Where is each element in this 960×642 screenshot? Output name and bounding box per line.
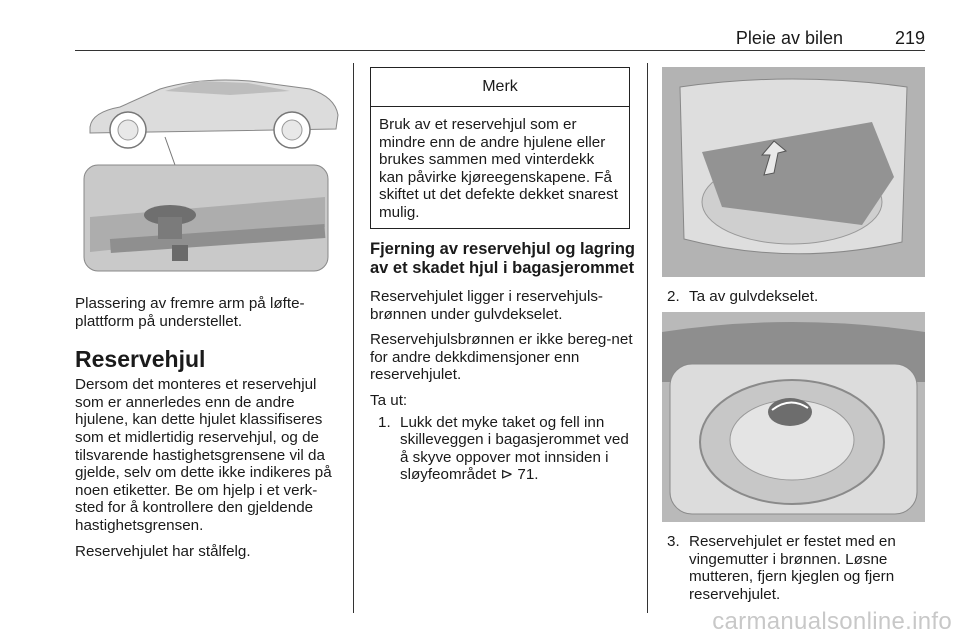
section-title: Pleie av bilen [735,28,843,48]
step-3 [667,533,925,603]
figure-caption: Plassering av fremre arm på løfte-plattform på understellet. [75,295,305,330]
step-2-block [667,288,925,314]
note-body: Bruk av et reservehjul som er mindre enn de andre hjulene eller brukes sammen med vinterdekk kan påvirke kjøreegenskapene. Få skiftet ut det defekte dekket snarest mulig. [379,116,618,221]
header-rule [75,50,925,51]
paragraph-steel-rim: Reservehjulet har stålfelg. [75,542,251,560]
page-header [75,24,925,48]
paragraph-well-note: Reservehjulsbrønnen er ikke bereg-net for andre dekkdimensjoner enn reservehjulet. [370,331,633,384]
heading-reservehjul: Reservehjul [75,346,206,373]
page-number: 219 [894,28,925,48]
step-1-text: Lukk det myke taket og fell inn skilleveggen i bagasjerommet ved å skyve oppover mot innsiden i sløyfeområdet ⊳ 71. [400,413,629,484]
column-divider-2 [647,63,648,613]
watermark: carmanualsonline.info [712,608,952,635]
paragraph-take-out: Ta ut: [370,391,408,409]
middle-column [370,240,635,492]
step-2 [667,288,925,306]
spare-wheel-well-illustration [662,312,925,522]
step-1 [378,414,635,484]
column-divider-1 [353,63,354,613]
left-column [75,295,345,568]
step-3-text: Reservehjulet er festet med en vingemutter i brønnen. Løsne mutteren, fjern kjeglen og fjern reservehjulet. [689,533,896,603]
step-1-number: 1. [378,413,391,431]
subheading-removal: Fjerning av reservehjul og lagring av et skadet hjul i bagasjerommet [370,240,635,277]
note-title: Merk [371,68,629,107]
paragraph-spare-wheel-info: Dersom det monteres et reservehjul som er annerledes enn de andre hjulene, kan dette hjulet klassifiseres som et midlertidig reservehjul, og de tilsvarende hastighetsgrensene vil da gjelde, selv om dette ikke indikeres på noen etiketter. Be om hjelp i et verk-sted for å kontrollere den gjeldende hastighetsgrensen. [75,376,332,534]
paragraph-spare-location: Reservehjulet ligger i reservehjuls-brønnen under gulvdekselet. [370,288,603,323]
step-2-number: 2. [667,288,680,305]
step-3-number: 3. [667,533,680,550]
floor-cover-illustration [662,67,925,277]
note-box [370,67,630,229]
step-3-block [667,533,925,611]
lift-point-illustration [80,67,342,275]
step-2-text: Ta av gulvdekselet. [689,288,819,305]
